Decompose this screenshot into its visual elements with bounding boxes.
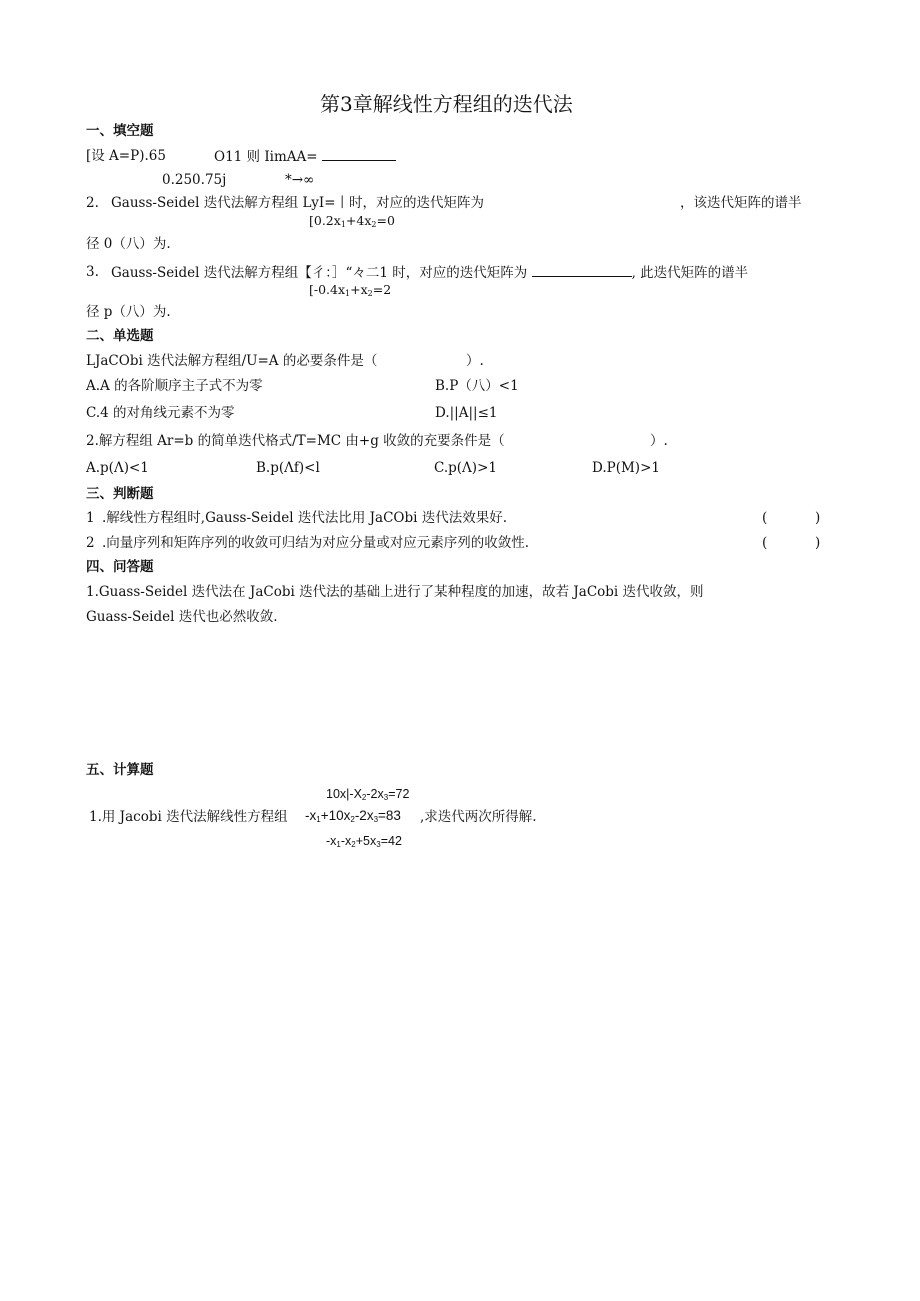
fill-q1-text-b: O11 则 IimAA= [214, 149, 318, 165]
fill-q1-line2b: *→∞ [285, 172, 315, 188]
tf-q1-paren-right[interactable]: ) [815, 510, 821, 526]
tf-q1-text: .解线性方程组时,Gauss-Seidel 迭代法比用 JaCObi 迭代法效果好. [102, 510, 508, 526]
choice-q2-option-a[interactable]: A.p(Λ)<1 [86, 460, 149, 476]
choice-q1-option-c[interactable]: C.4 的对角线元素不为零 [86, 405, 235, 421]
section-heading-true-false: 三、判断题 [86, 486, 154, 502]
choice-q1-text: LJaCObi 迭代法解方程组/U=A 的必要条件是（ [86, 353, 378, 369]
calc-equation-3: $-x_1-x_2+5x_3=42$ [326, 834, 402, 849]
tf-q2-paren-right[interactable]: ) [815, 535, 821, 551]
fill-q2-continuation: 径 0（八）为. [86, 236, 171, 252]
choice-q2-text: 2.解方程组 Ar=b 的简单迭代格式/T=MC 由+g 收敛的充要条件是（ [86, 433, 505, 449]
choice-q2-option-b[interactable]: B.p(Λf)<l [256, 460, 320, 476]
section-heading-qa: 四、问答题 [86, 559, 154, 575]
choice-q1-end: ）. [466, 353, 484, 369]
page-title: 第3章解线性方程组的迭代法 [320, 92, 573, 116]
choice-q2-option-d[interactable]: D.P(M)>1 [592, 460, 660, 476]
fill-q3-number: 3. [86, 264, 99, 280]
tf-q2-number: 2 [86, 535, 95, 551]
choice-q1-option-d[interactable]: D.||A||≤1 [435, 405, 498, 421]
section-heading-fill-blank: 一、填空题 [86, 123, 154, 139]
tf-q2-text: .向量序列和矩阵序列的收敛可归结为对应分量或对应元素序列的收敛性. [102, 535, 530, 551]
fill-q1-blank[interactable] [322, 148, 396, 161]
fill-q2-tail: ，该迭代矩阵的谱半 [680, 195, 802, 211]
tf-q2-paren-left[interactable]: ( [762, 535, 768, 551]
calc-equation-1: $10x|-X_2-2x_3=72$ [326, 787, 410, 802]
fill-q3-blank[interactable] [532, 264, 632, 277]
fill-q1-text-a: [设 A=P).65 [86, 148, 166, 164]
fill-q3-equation: [$-0.4x_1+x_2=2$ [309, 282, 392, 298]
choice-q2-end: ）. [650, 433, 668, 449]
qa-q1-line2: Guass-Seidel 迭代也必然收敛. [86, 609, 278, 625]
section-heading-single-choice: 二、单选题 [86, 328, 154, 344]
calc-q1-prefix: 1.用 Jacobi 迭代法解线性方程组 [89, 809, 288, 825]
qa-q1-line1: 1.Guass-Seidel 迭代法在 JaCobi 迭代法的基础上进行了某种程度的加速，故若 JaCobi 迭代收敛，则 [86, 584, 704, 600]
calc-equation-2: $-x_1+10x_2-2x_3=83$ [305, 808, 401, 824]
fill-q2-number: 2. [86, 195, 99, 211]
fill-q2-equation: [$0.2x_1+4x_2=0$ [309, 213, 395, 229]
fill-q3-text: Gauss-Seidel 迭代法解方程组【彳：］“々二1 时，对应的迭代矩阵为 , 此迭代矩阵的谱半 [111, 265, 749, 281]
choice-q1-option-b[interactable]: B.P（八）<1 [435, 378, 519, 394]
fill-q2-text: Gauss-Seidel 迭代法解方程组 LyI=丨时，对应的迭代矩阵为 [111, 195, 485, 211]
section-heading-calculation: 五、计算题 [86, 762, 154, 778]
fill-q1-line1b [214, 148, 396, 165]
tf-q1-number: 1 [86, 510, 95, 526]
calc-q1-suffix: ,求迭代两次所得解. [420, 809, 537, 825]
choice-q1-option-a[interactable]: A.A 的各阶顺序主子式不为零 [86, 378, 263, 394]
tf-q1-paren-left[interactable]: ( [762, 510, 768, 526]
fill-q3-continuation: 径 p（八）为. [86, 304, 171, 320]
fill-q1-line2a: 0.250.75j [162, 172, 227, 188]
choice-q2-option-c[interactable]: C.p(Λ)>1 [434, 460, 497, 476]
fill-q1-line1 [86, 148, 166, 164]
